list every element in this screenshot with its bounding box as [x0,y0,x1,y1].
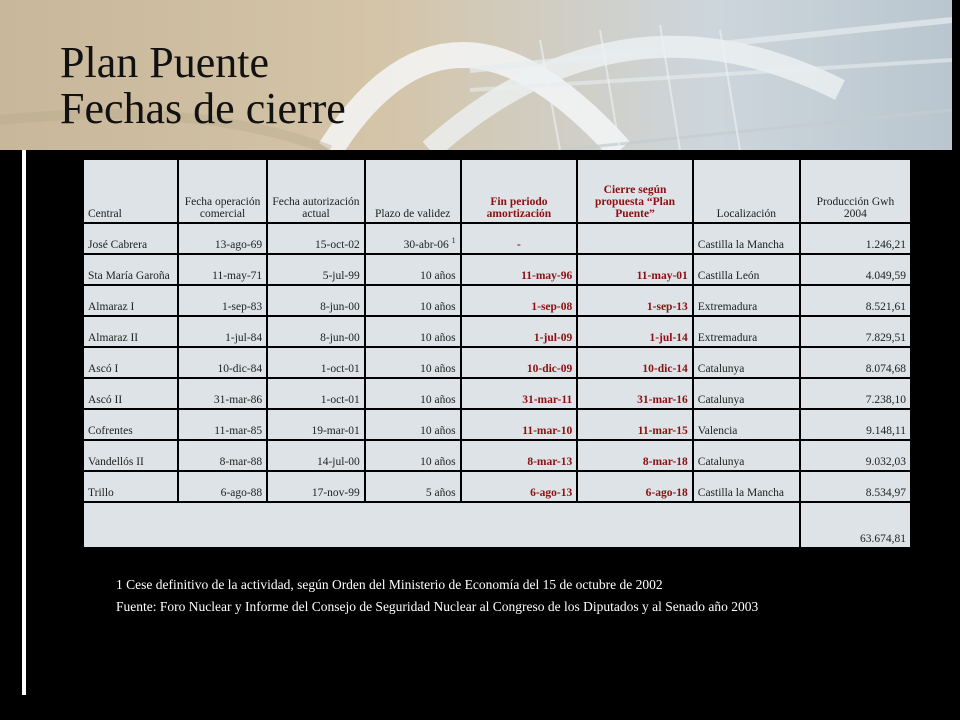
cell-plazo-text: 5 años [425,487,456,499]
closure-table-container [82,158,912,549]
cell-central [83,471,178,502]
cell-fecha-operacion-text: 31-mar-86 [213,394,263,406]
cell-fin-periodo-text: 1-jul-09 [533,332,573,344]
table-row [83,471,911,502]
total-blank-cell [83,502,800,548]
cell-produccion [800,223,911,254]
cell-fin-periodo-text: 1-sep-08 [531,301,573,313]
cell-fecha-autorizacion [267,223,365,254]
cell-produccion [800,378,911,409]
cell-localizacion-text: Catalunya [697,363,745,375]
cell-fecha-operacion-text: 6-ago-88 [220,487,263,499]
cell-fecha-operacion [178,347,267,378]
table-body [83,223,911,548]
cell-fecha-operacion-text: 1-sep-83 [221,301,263,313]
cell-fecha-operacion [178,440,267,471]
cell-fecha-autorizacion [267,471,365,502]
table-row [83,347,911,378]
cell-central-text: Trillo [88,487,114,499]
table-row [83,378,911,409]
cell-cierre [577,285,693,316]
cell-central [83,285,178,316]
cell-fecha-autorizacion [267,285,365,316]
cell-produccion [800,440,911,471]
table-row [83,254,911,285]
cell-fecha-operacion [178,316,267,347]
cell-fecha-autorizacion-text: 5-jul-99 [322,270,360,282]
cell-cierre [577,223,693,254]
cell-cierre-text: 10-dic-14 [642,363,688,375]
table-row [83,409,911,440]
cell-localizacion-text: Castilla León [697,270,760,282]
cell-fecha-autorizacion-text: 1-oct-01 [320,394,360,406]
cell-fecha-autorizacion [267,440,365,471]
cell-produccion-text: 4.049,59 [865,270,906,282]
cell-cierre-text: 11-may-01 [636,270,688,282]
cell-plazo [365,440,461,471]
cell-fin-periodo-text: 11-may-96 [521,270,573,282]
cell-localizacion [693,409,800,440]
header-localizacion: Localización [693,159,800,223]
cell-fin-periodo [461,285,578,316]
cell-central-text: José Cabrera [88,239,148,251]
cell-central [83,223,178,254]
cell-cierre-text: 8-mar-18 [642,456,688,468]
cell-central [83,409,178,440]
cell-fin-periodo [461,378,578,409]
cell-plazo [365,254,461,285]
cell-plazo [365,471,461,502]
cell-fecha-operacion [178,285,267,316]
cell-plazo-text: 10 años [420,270,456,282]
cell-cierre [577,471,693,502]
cell-fin-periodo [461,440,578,471]
cell-localizacion-text: Catalunya [697,456,745,468]
cell-plazo-text: 10 años [420,363,456,375]
cell-central [83,440,178,471]
cell-produccion-text: 1.246,21 [865,239,906,251]
cell-plazo [365,316,461,347]
cell-localizacion [693,285,800,316]
cell-fecha-operacion [178,378,267,409]
cell-fecha-operacion [178,254,267,285]
cell-produccion [800,409,911,440]
cell-plazo-text: 30-abr-06 [403,239,449,251]
cell-produccion [800,347,911,378]
cell-fecha-autorizacion-text: 8-jun-00 [320,301,360,313]
cell-fecha-autorizacion-text: 8-jun-00 [320,332,360,344]
cell-fecha-autorizacion-text: 14-jul-00 [316,456,360,468]
cell-fecha-operacion-text: 11-may-71 [212,270,263,282]
cell-cierre [577,440,693,471]
cell-fecha-autorizacion [267,316,365,347]
cell-localizacion [693,254,800,285]
left-divider [22,150,26,695]
cell-produccion-text: 8.074,68 [865,363,906,375]
cell-plazo-text: 10 años [420,394,456,406]
footnote: 1 Cese definitivo de la actividad, según Orden del Ministerio de Economía del 15 de octubre de 2002 [116,577,663,592]
cell-fecha-autorizacion [267,254,365,285]
cell-cierre-text: 1-sep-13 [646,301,688,313]
cell-plazo-text: 10 años [420,456,456,468]
cell-plazo-text: 10 años [420,301,456,313]
cell-fin-periodo [461,409,578,440]
cell-fecha-operacion-text: 1-jul-84 [225,332,263,344]
header-plazo: Plazo de validez [365,159,461,223]
cell-fin-periodo [461,471,578,502]
cell-plazo [365,409,461,440]
cell-plazo [365,285,461,316]
table-row [83,223,911,254]
table-header-row [83,159,911,223]
cell-central-text: Vandellós II [88,456,144,468]
cell-fecha-autorizacion-text: 15-oct-02 [315,239,360,251]
cell-fecha-autorizacion-text: 1-oct-01 [320,363,360,375]
cell-localizacion [693,440,800,471]
cell-central-text: Cofrentes [88,425,133,437]
cell-fin-periodo-text: - [517,239,521,251]
cell-fecha-operacion [178,409,267,440]
table-row [83,285,911,316]
cell-central-text: Ascó II [88,394,123,406]
cell-produccion-text: 7.238,10 [865,394,906,406]
header-fin-periodo: Fin periodo amortización [461,159,578,223]
cell-cierre-text: 11-mar-15 [637,425,688,437]
cell-fecha-autorizacion [267,409,365,440]
cell-produccion-text: 8.521,61 [865,301,906,313]
cell-cierre-text: 6-ago-18 [645,487,688,499]
cell-localizacion [693,347,800,378]
footnote-marker: 1 [451,236,456,246]
table-row [83,440,911,471]
cell-produccion-text: 7.829,51 [865,332,906,344]
cell-central-text: Sta María Garoña [88,270,170,282]
cell-plazo-text: 10 años [420,425,456,437]
cell-fin-periodo [461,254,578,285]
cell-plazo [365,223,461,254]
cell-central [83,316,178,347]
cell-produccion-text: 9.148,11 [866,425,906,437]
header-cierre: Cierre según propuesta “Plan Puente” [577,159,693,223]
cell-plazo [365,347,461,378]
cell-plazo [365,378,461,409]
cell-localizacion-text: Extremadura [697,301,758,313]
cell-fecha-operacion [178,471,267,502]
cell-fecha-autorizacion [267,347,365,378]
cell-localizacion [693,316,800,347]
cell-produccion [800,471,911,502]
header-fecha-operacion: Fecha operación comercial [178,159,267,223]
cell-fecha-operacion-text: 13-ago-69 [214,239,263,251]
cell-localizacion-text: Castilla la Mancha [697,239,785,251]
title-line-1: Plan Puente [60,38,269,87]
cell-central-text: Ascó I [88,363,119,375]
cell-localizacion-text: Castilla la Mancha [697,487,785,499]
cell-produccion-text: 9.032,03 [865,456,906,468]
cell-central-text: Almaraz II [88,332,139,344]
cell-cierre [577,409,693,440]
cell-cierre [577,254,693,285]
cell-fin-periodo-text: 11-mar-10 [522,425,573,437]
cell-cierre [577,316,693,347]
closure-table [82,158,912,549]
cell-fecha-operacion-text: 11-mar-85 [214,425,263,437]
cell-central [83,347,178,378]
header-produccion: Producción Gwh 2004 [800,159,911,223]
cell-cierre [577,378,693,409]
cell-central-text: Almaraz I [88,301,135,313]
cell-fecha-autorizacion [267,378,365,409]
header-central: Central [83,159,178,223]
table-row [83,316,911,347]
source-note: Fuente: Foro Nuclear y Informe del Consejo de Seguridad Nuclear al Congreso de los Diputados y al Senado año 2003 [116,599,759,614]
cell-produccion [800,285,911,316]
cell-produccion [800,254,911,285]
cell-central [83,378,178,409]
cell-localizacion [693,223,800,254]
cell-total-produccion: 63.674,81 [800,502,911,548]
cell-produccion-text: 8.534,97 [865,487,906,499]
cell-localizacion [693,471,800,502]
cell-localizacion [693,378,800,409]
cell-fin-periodo [461,347,578,378]
cell-localizacion-text: Catalunya [697,394,745,406]
cell-fecha-operacion [178,223,267,254]
cell-localizacion-text: Valencia [697,425,738,437]
cell-fecha-autorizacion-text: 19-mar-01 [311,425,360,437]
cell-produccion [800,316,911,347]
cell-central [83,254,178,285]
cell-localizacion-text: Extremadura [697,332,758,344]
cell-cierre-text: 1-jul-14 [649,332,688,344]
cell-fecha-autorizacion-text: 17-nov-99 [311,487,360,499]
notes [116,574,758,618]
cell-plazo-text: 10 años [420,332,456,344]
header-fecha-autorizacion: Fecha autorización actual [267,159,365,223]
cell-fecha-operacion-text: 10-dic-84 [217,363,263,375]
cell-fin-periodo-text: 31-mar-11 [522,394,573,406]
cell-cierre-text: 31-mar-16 [637,394,688,406]
cell-cierre [577,347,693,378]
cell-fin-periodo-text: 10-dic-09 [526,363,573,375]
cell-fin-periodo [461,316,578,347]
cell-fin-periodo-text: 6-ago-13 [530,487,573,499]
cell-fin-periodo-text: 8-mar-13 [527,456,573,468]
cell-fecha-operacion-text: 8-mar-88 [219,456,263,468]
cell-fin-periodo [461,223,578,254]
title-line-2: Fechas de cierre [60,84,346,133]
slide-title [60,40,346,132]
table-total-row [83,502,911,548]
